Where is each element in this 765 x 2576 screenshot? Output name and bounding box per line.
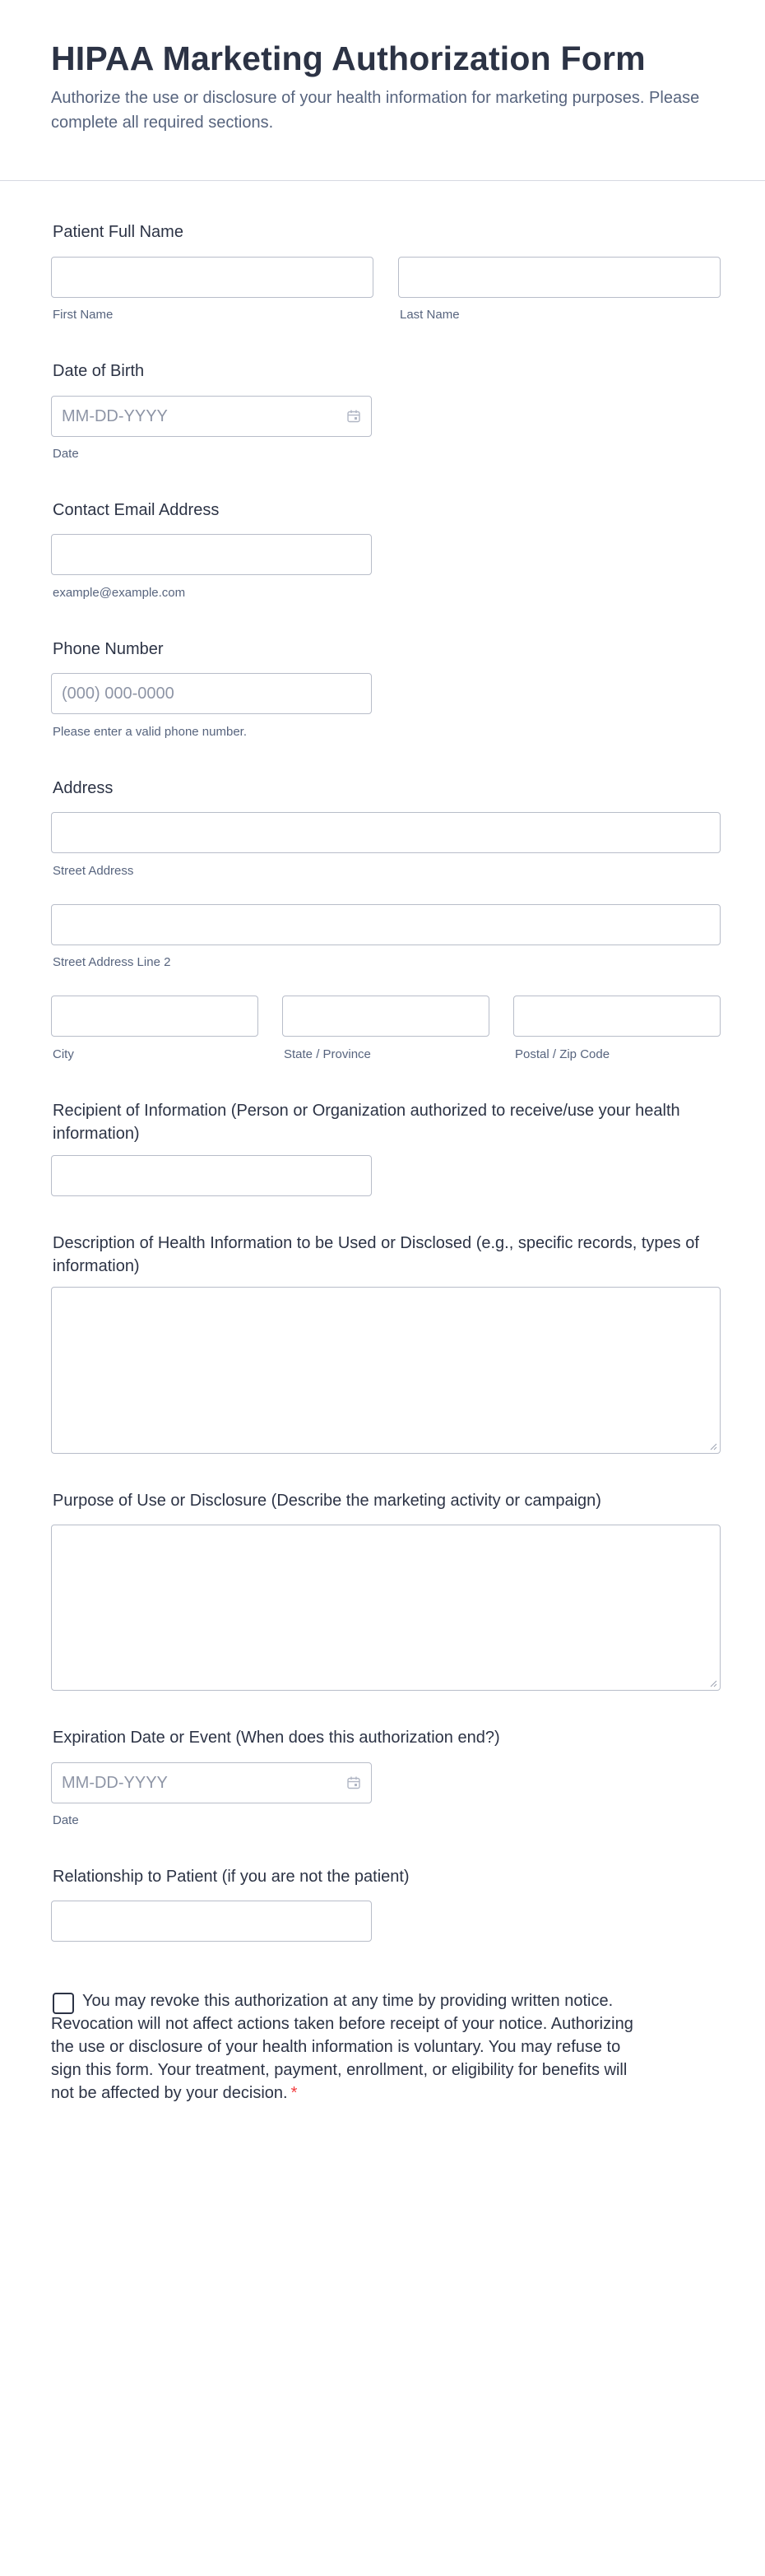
zip-input[interactable] — [513, 996, 721, 1037]
email-label: Contact Email Address — [53, 501, 220, 519]
email-sublabel: example@example.com — [53, 586, 186, 600]
form-header — [0, 0, 765, 181]
email-input[interactable] — [51, 534, 372, 575]
first-name-input[interactable] — [51, 257, 373, 298]
last-name-input[interactable] — [398, 257, 721, 298]
phone-sublabel: Please enter a valid phone number. — [53, 725, 247, 739]
phone-placeholder: (000) 000-0000 — [62, 685, 174, 703]
patient-name-label: Patient Full Name — [53, 223, 183, 241]
last-name-sublabel: Last Name — [400, 308, 460, 322]
form-subtitle: Authorize the use or disclosure of your health information for marketing purposes. Please complete all required sections. — [51, 89, 700, 132]
resize-grip-icon[interactable] — [709, 1679, 717, 1687]
consent-statement — [51, 1989, 651, 2105]
dob-input[interactable] — [51, 396, 372, 437]
calendar-icon[interactable] — [346, 409, 361, 424]
resize-grip-icon[interactable] — [709, 1442, 717, 1450]
relationship-label: Relationship to Patient (if you are not the patient) — [53, 1868, 410, 1886]
expiration-date-input[interactable] — [51, 1762, 372, 1803]
description-textarea[interactable] — [51, 1287, 721, 1454]
street-address-input[interactable] — [51, 812, 721, 853]
city-sublabel: City — [53, 1047, 74, 1061]
relationship-input[interactable] — [51, 1901, 372, 1942]
purpose-textarea[interactable] — [51, 1525, 721, 1691]
zip-sublabel: Postal / Zip Code — [515, 1047, 610, 1061]
city-input[interactable] — [51, 996, 258, 1037]
state-sublabel: State / Province — [284, 1047, 371, 1061]
state-input[interactable] — [282, 996, 489, 1037]
street-address-sublabel: Street Address — [53, 864, 134, 878]
expiration-label: Expiration Date or Event (When does this authorization end?) — [53, 1729, 500, 1747]
recipient-input[interactable] — [51, 1155, 372, 1196]
phone-input[interactable] — [51, 673, 372, 714]
dob-label: Date of Birth — [53, 362, 145, 380]
dob-sublabel: Date — [53, 447, 79, 461]
street-address-line2-input[interactable] — [51, 904, 721, 945]
purpose-label: Purpose of Use or Disclosure (Describe the marketing activity or campaign) — [53, 1492, 601, 1510]
description-label: Description of Health Information to be Used or Disclosed (e.g., specific records, types of information) — [53, 1234, 699, 1275]
required-asterisk: * — [290, 2084, 298, 2102]
form-title: HIPAA Marketing Authorization Form — [51, 39, 646, 77]
expiration-sublabel: Date — [53, 1813, 79, 1827]
first-name-sublabel: First Name — [53, 308, 114, 322]
dob-placeholder: MM-DD-YYYY — [62, 407, 168, 425]
address-label: Address — [53, 779, 114, 797]
recipient-label: Recipient of Information (Person or Organization authorized to receive/use your health information) — [53, 1102, 680, 1143]
consent-text: You may revoke this authorization at any time by providing written notice. Revocation will not affect actions taken before receipt of your notice. Authorizing the use or disclosure of your health information is voluntary. You may refuse to sign this form. Your treatment, payment, enrollment, or eligibility for benefits will not be affected by your decision. — [51, 1992, 633, 2102]
phone-label: Phone Number — [53, 640, 164, 658]
expiration-placeholder: MM-DD-YYYY — [62, 1774, 168, 1792]
street-address-line2-sublabel: Street Address Line 2 — [53, 955, 171, 969]
calendar-icon[interactable] — [346, 1775, 361, 1790]
